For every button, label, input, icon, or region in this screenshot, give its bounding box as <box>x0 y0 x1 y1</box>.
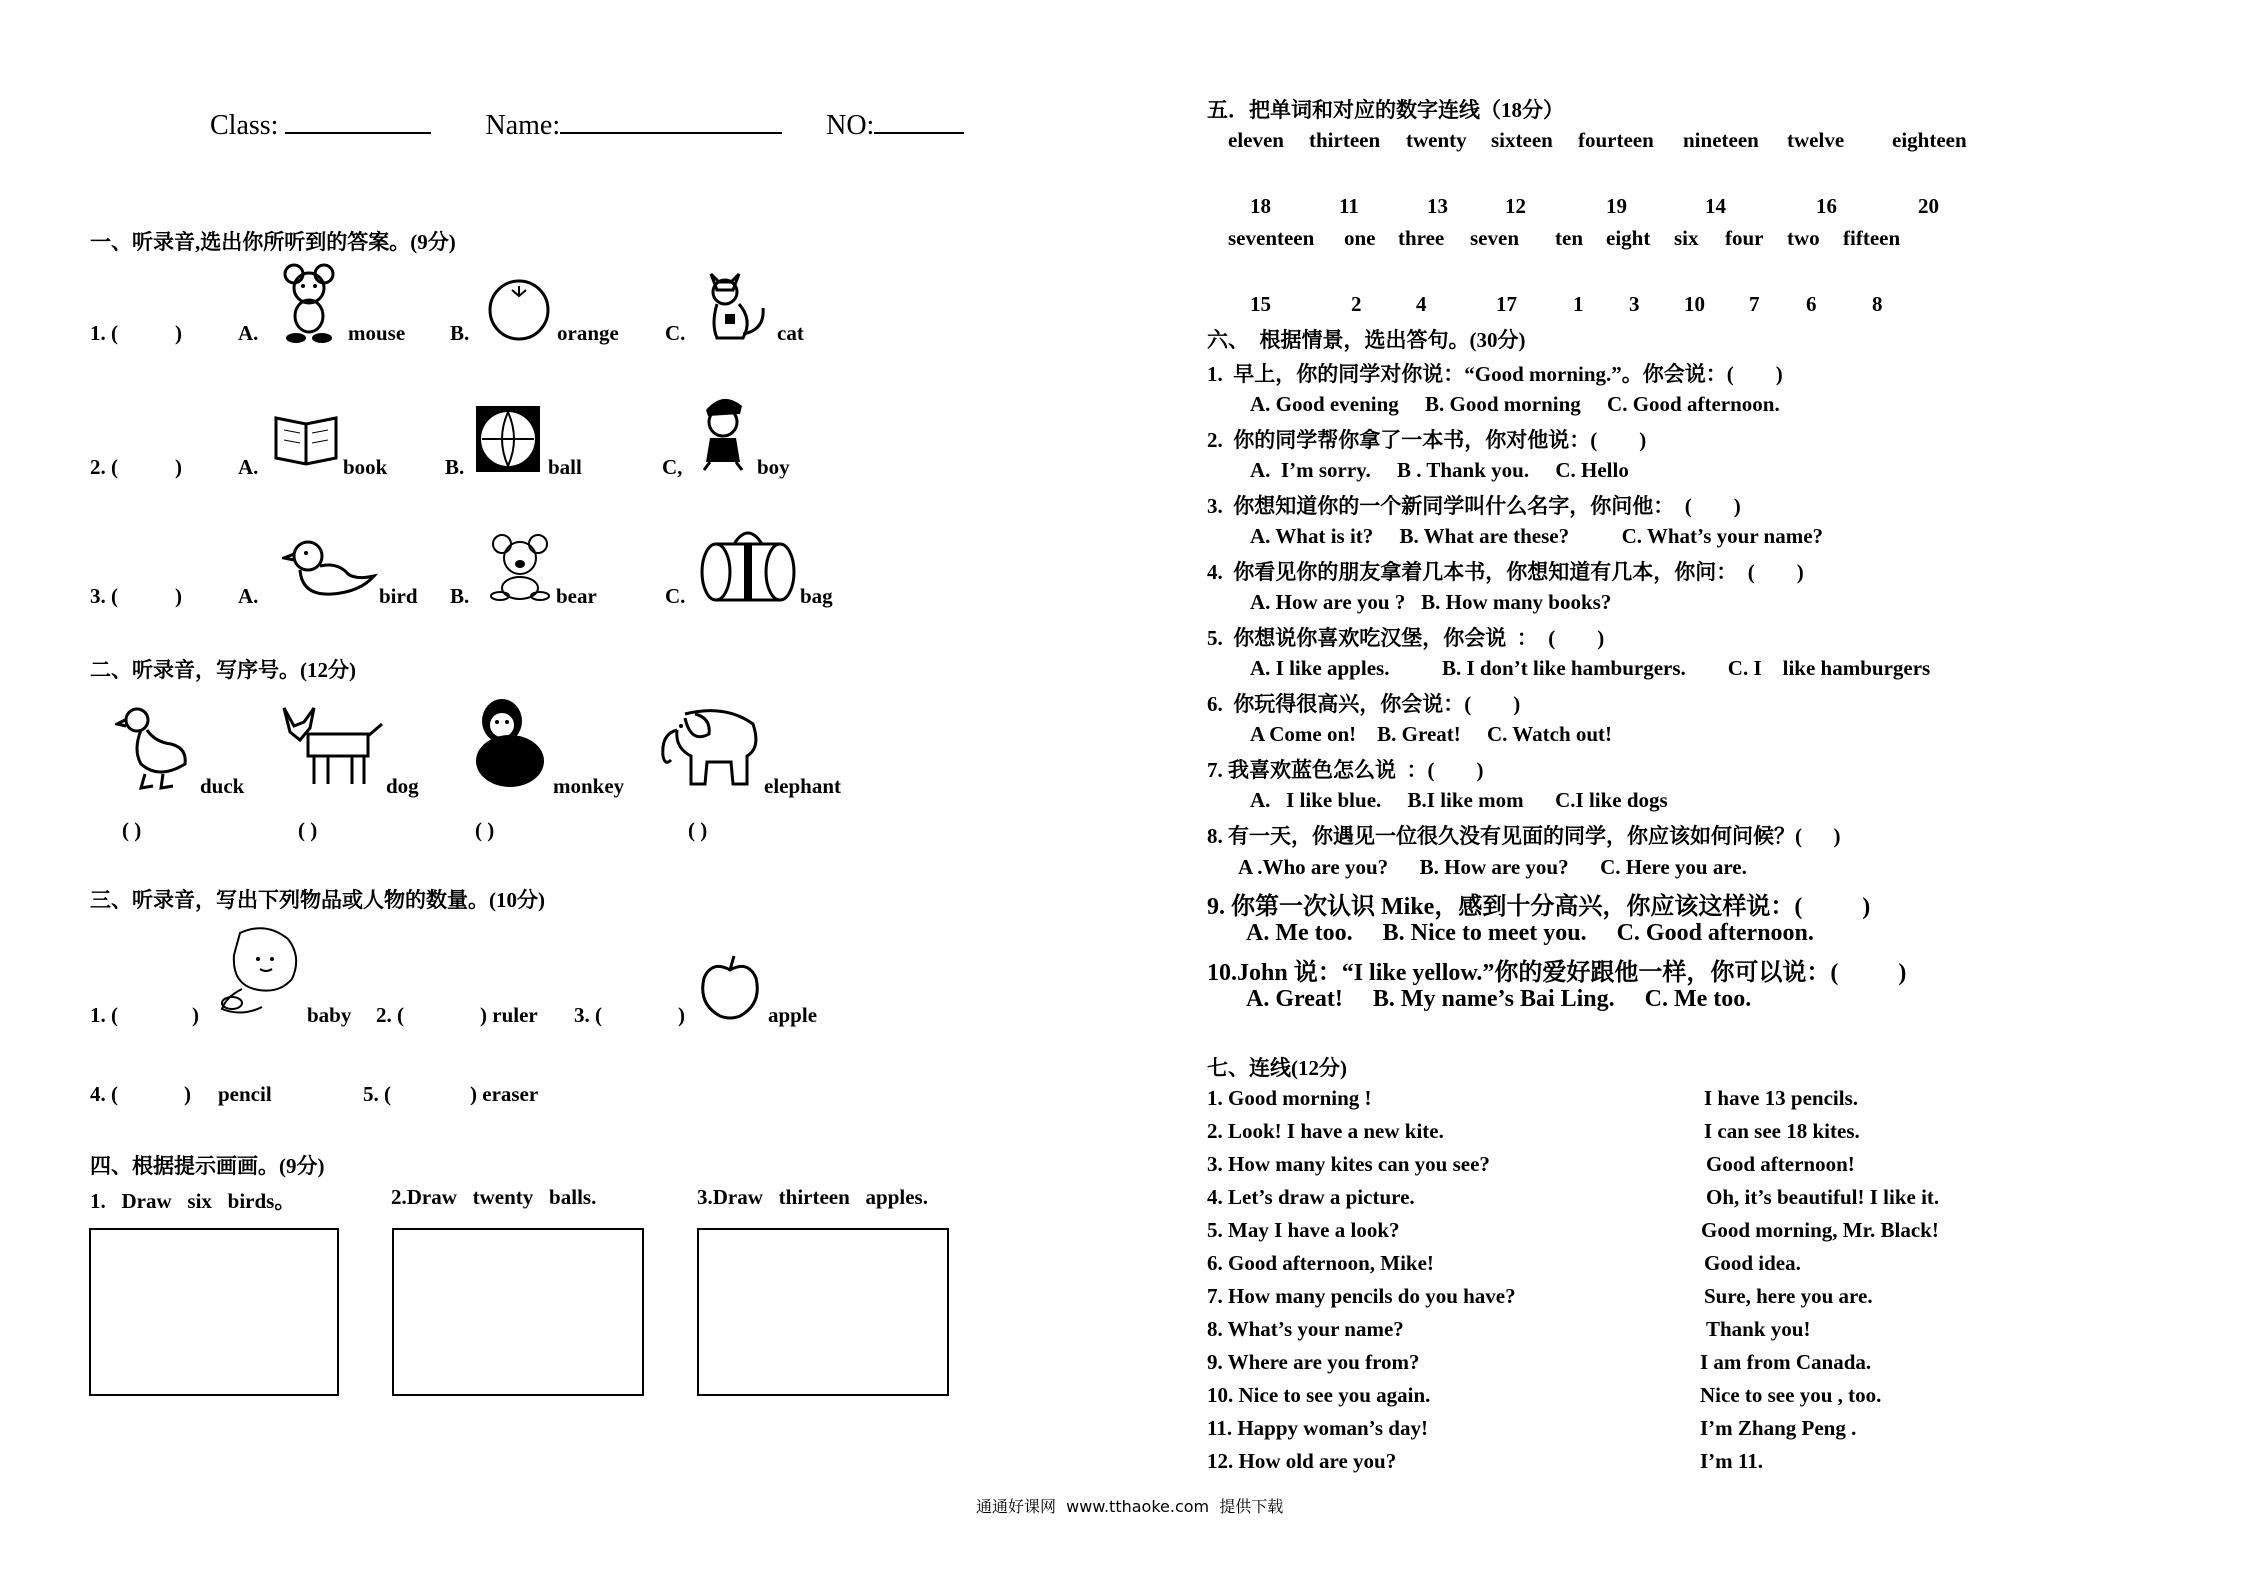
s7-left-3[interactable]: 3. How many kites can you see? <box>1207 1152 1490 1176</box>
s7-left-9[interactable]: 9. Where are you from? <box>1207 1350 1420 1374</box>
s6-q9: 9. 你第一次认识 Mike，感到十分高兴，你应该这样说：( ) <box>1207 894 1871 920</box>
draw-box-2[interactable] <box>392 1228 644 1396</box>
s1-q1-num: 1. ( <box>90 321 118 345</box>
s5-word-fifteen: fifteen <box>1843 226 1901 250</box>
s7-right-8[interactable]: Thank you! <box>1706 1317 1811 1341</box>
s2-word-monkey: monkey <box>553 774 625 798</box>
header-line <box>210 106 964 142</box>
s7-right-9[interactable]: I am from Canada. <box>1700 1350 1872 1374</box>
s6-q6: 6. 你玩得很高兴，你会说：( ) <box>1207 692 1521 716</box>
s5-num-16: 16 <box>1816 194 1837 218</box>
s5-num-8: 8 <box>1872 292 1883 316</box>
s1-q1-b: B. <box>450 321 470 345</box>
no-label: NO: <box>826 110 875 141</box>
s5-num-12: 12 <box>1505 194 1526 218</box>
s3-q4-num: 4. ( <box>90 1082 118 1106</box>
s6-a9: A. Me too. B. Nice to meet you. C. Good afternoon. <box>1246 920 1814 946</box>
s7-right-6[interactable]: Good idea. <box>1704 1251 1801 1275</box>
s2-paren-monkey[interactable]: ( ) <box>475 818 495 842</box>
s3-q2-num: 2. ( <box>376 1003 404 1027</box>
s4-item-1: 1. Draw six birds。 <box>90 1189 296 1213</box>
s6-q2: 2. 你的同学帮你拿了一本书，你对他说：( ) <box>1207 428 1647 452</box>
duck-icon <box>115 706 193 792</box>
s1-q3-close: ) <box>175 584 182 608</box>
s2-title: 二、听录音，写序号。(12分) <box>90 658 356 682</box>
s1-q3-word-c: bag <box>800 584 833 608</box>
s5-num-13: 13 <box>1427 194 1448 218</box>
s2-paren-dog[interactable]: ( ) <box>298 818 318 842</box>
s2-paren-elephant[interactable]: ( ) <box>688 818 708 842</box>
s5-num-18: 18 <box>1250 194 1271 218</box>
mouse-icon <box>272 262 347 344</box>
cat-icon <box>703 268 779 344</box>
footer-credit: 通通好课网 www.tthaoke.com 提供下载 <box>976 1497 1284 1516</box>
s5-word-two: two <box>1787 226 1820 250</box>
s7-left-5[interactable]: 5. May I have a look? <box>1207 1218 1400 1242</box>
s1-q2-c: C, <box>662 455 683 479</box>
s1-q2-a: A. <box>238 455 259 479</box>
s6-q8: 8. 有一天，你遇见一位很久没有见面的同学，你应该如何问候？( ) <box>1207 824 1841 848</box>
s6-q4: 4. 你看见你的朋友拿着几本书，你想知道有几本，你问： ( ) <box>1207 560 1804 584</box>
s2-word-dog: dog <box>386 774 419 798</box>
s6-a8: A .Who are you? B. How are you? C. Here you are. <box>1238 855 1747 879</box>
s6-a5: A. I like apples. B. I don’t like hamburgers. C. I like hamburgers <box>1250 656 1931 680</box>
s7-right-4[interactable]: Oh, it’s beautiful! I like it. <box>1706 1185 1940 1209</box>
s1-q3-word-a: bird <box>379 584 418 608</box>
s5-word-nineteen: nineteen <box>1683 128 1759 152</box>
s5-word-four: four <box>1725 226 1764 250</box>
s5-word-thirteen: thirteen <box>1309 128 1381 152</box>
s1-q1-a: A. <box>238 321 259 345</box>
s4-item-3: 3.Draw thirteen apples. <box>697 1185 928 1209</box>
s3-word-apple: apple <box>768 1003 818 1027</box>
s6-a6: A Come on! B. Great! C. Watch out! <box>1250 722 1613 746</box>
s5-title: 五．把单词和对应的数字连线（18分） <box>1207 98 1564 122</box>
s5-word-three: three <box>1398 226 1445 250</box>
s3-title: 三、听录音，写出下列物品或人物的数量。(10分) <box>90 888 545 912</box>
s6-a4: A. How are you ? B. How many books? <box>1250 590 1612 614</box>
s1-q3-b: B. <box>450 584 470 608</box>
name-label: Name: <box>485 110 561 141</box>
s1-q1-c: C. <box>665 321 686 345</box>
draw-box-1[interactable] <box>89 1228 339 1396</box>
s5-word-ten: ten <box>1555 226 1583 250</box>
class-blank[interactable] <box>285 106 431 134</box>
s6-a7: A. I like blue. B.I like mom C.I like dogs <box>1250 788 1668 812</box>
s1-q3-c: C. <box>665 584 686 608</box>
s7-left-10[interactable]: 10. Nice to see you again. <box>1207 1383 1431 1407</box>
bird-icon <box>282 536 378 604</box>
draw-box-3[interactable] <box>697 1228 949 1396</box>
s4-title: 四、根据提示画画。(9分) <box>90 1154 325 1178</box>
s3-q3-close: ) <box>678 1003 685 1027</box>
s7-left-8[interactable]: 8. What’s your name? <box>1207 1317 1404 1341</box>
book-icon <box>272 410 344 466</box>
s1-title: 一、听录音,选出你所听到的答案。(9分) <box>90 230 456 254</box>
s1-q2-close: ) <box>175 455 182 479</box>
s3-q2-word: ) ruler <box>480 1003 538 1027</box>
s5-word-sixteen: sixteen <box>1491 128 1553 152</box>
s3-q1-close: ) <box>192 1003 199 1027</box>
monkey-icon <box>470 697 552 789</box>
s7-left-12[interactable]: 12. How old are you? <box>1207 1449 1397 1473</box>
s7-right-12[interactable]: I’m 11. <box>1700 1449 1763 1473</box>
s7-right-7[interactable]: Sure, here you are. <box>1704 1284 1873 1308</box>
s3-q1-num: 1. ( <box>90 1003 118 1027</box>
s7-right-1[interactable]: I have 13 pencils. <box>1704 1086 1859 1110</box>
s5-num-2: 2 <box>1351 292 1362 316</box>
s5-num-11: 11 <box>1339 194 1359 218</box>
s5-num-20: 20 <box>1918 194 1939 218</box>
s5-word-twenty: twenty <box>1406 128 1467 152</box>
s7-right-5[interactable]: Good morning, Mr. Black! <box>1701 1218 1939 1242</box>
s7-left-7[interactable]: 7. How many pencils do you have? <box>1207 1284 1516 1308</box>
ball-icon <box>476 406 540 472</box>
class-label: Class: <box>210 110 279 141</box>
s1-q2-b: B. <box>445 455 465 479</box>
s1-q2-word-c: boy <box>757 455 790 479</box>
s6-a1: A. Good evening B. Good morning C. Good afternoon. <box>1250 392 1780 416</box>
s3-q5-num: 5. ( <box>363 1082 391 1106</box>
s5-num-6: 6 <box>1806 292 1817 316</box>
name-blank[interactable] <box>560 106 782 134</box>
s5-num-17: 17 <box>1496 292 1517 316</box>
s5-num-4: 4 <box>1416 292 1427 316</box>
s5-word-eighteen: eighteen <box>1892 128 1967 152</box>
s6-title: 六、 根据情景，选出答句。(30分) <box>1207 328 1526 352</box>
s6-a10: A. Great! B. My name’s Bai Ling. C. Me too. <box>1246 986 1752 1012</box>
s5-num-15: 15 <box>1250 292 1271 316</box>
s1-q1-word-a: mouse <box>348 321 406 345</box>
s5-num-7: 7 <box>1749 292 1760 316</box>
s7-right-3[interactable]: Good afternoon! <box>1706 1152 1855 1176</box>
s6-a3: A. What is it? B. What are these? C. What’s your name? <box>1250 524 1824 548</box>
s7-left-4[interactable]: 4. Let’s draw a picture. <box>1207 1185 1415 1209</box>
s3-word-pencil: pencil <box>218 1082 272 1106</box>
boy-icon <box>690 392 756 472</box>
s1-q3-a: A. <box>238 584 259 608</box>
s1-q1-close: ) <box>175 321 182 345</box>
s3-q3-num: 3. ( <box>574 1003 602 1027</box>
s7-right-10[interactable]: Nice to see you , too. <box>1700 1383 1882 1407</box>
s3-q4-close: ) <box>184 1082 191 1106</box>
s5-word-seven: seven <box>1470 226 1519 250</box>
s7-left-6[interactable]: 6. Good afternoon, Mike! <box>1207 1251 1434 1275</box>
s5-num-3: 3 <box>1629 292 1640 316</box>
orange-icon <box>485 276 555 342</box>
s1-q3-word-b: bear <box>556 584 597 608</box>
s5-word-eight: eight <box>1606 226 1651 250</box>
s7-title: 七、连线(12分) <box>1207 1056 1347 1080</box>
dog-icon <box>280 704 386 790</box>
s5-word-eleven: eleven <box>1228 128 1284 152</box>
s6-q10: 10.John 说：“I like yellow.”你的爱好跟他一样，你可以说：( ) <box>1207 960 1907 986</box>
s3-word-baby: baby <box>307 1003 352 1027</box>
s2-word-duck: duck <box>200 774 245 798</box>
s7-left-11[interactable]: 11. Happy woman’s day! <box>1207 1416 1428 1440</box>
apple-icon <box>698 952 764 1022</box>
bag-icon <box>700 528 796 606</box>
s4-item-2: 2.Draw twenty balls. <box>391 1185 597 1209</box>
s1-q2-num: 2. ( <box>90 455 118 479</box>
baby-icon <box>212 925 308 1017</box>
s7-left-2[interactable]: 2. Look! I have a new kite. <box>1207 1119 1444 1143</box>
no-blank[interactable] <box>874 106 964 134</box>
s5-word-fourteen: fourteen <box>1578 128 1654 152</box>
s5-word-six: six <box>1674 226 1699 250</box>
bear-icon <box>488 532 554 602</box>
s5-num-10: 10 <box>1684 292 1705 316</box>
s2-paren-duck[interactable]: ( ) <box>122 818 142 842</box>
s5-num-19: 19 <box>1606 194 1627 218</box>
s5-num-14: 14 <box>1705 194 1726 218</box>
s5-word-seventeen: seventeen <box>1228 226 1315 250</box>
s3-word-eraser: ) eraser <box>470 1082 539 1106</box>
elephant-icon <box>655 704 765 788</box>
s5-word-twelve: twelve <box>1787 128 1845 152</box>
s6-q5: 5. 你想说你喜欢吃汉堡，你会说 ： ( ) <box>1207 626 1605 650</box>
s2-word-elephant: elephant <box>764 774 842 798</box>
s7-left-1[interactable]: 1. Good morning ! <box>1207 1086 1372 1110</box>
s1-q2-word-a: book <box>343 455 388 479</box>
s6-a2: A. I’m sorry. B . Thank you. C. Hello <box>1250 458 1629 482</box>
s1-q1-word-c: cat <box>777 321 804 345</box>
s7-right-2[interactable]: I can see 18 kites. <box>1704 1119 1860 1143</box>
s6-q7: 7. 我喜欢蓝色怎么说 ：( ) <box>1207 758 1484 782</box>
s5-num-1: 1 <box>1573 292 1584 316</box>
s1-q2-word-b: ball <box>548 455 582 479</box>
s6-q3: 3. 你想知道你的一个新同学叫什么名字，你问他： ( ) <box>1207 494 1741 518</box>
s1-q3-num: 3. ( <box>90 584 118 608</box>
s1-q1-word-b: orange <box>557 321 619 345</box>
s6-q1: 1. 早上，你的同学对你说：“Good morning.”。你会说：( ) <box>1207 362 1783 386</box>
s7-right-11[interactable]: I’m Zhang Peng . <box>1700 1416 1857 1440</box>
s5-word-one: one <box>1344 226 1376 250</box>
